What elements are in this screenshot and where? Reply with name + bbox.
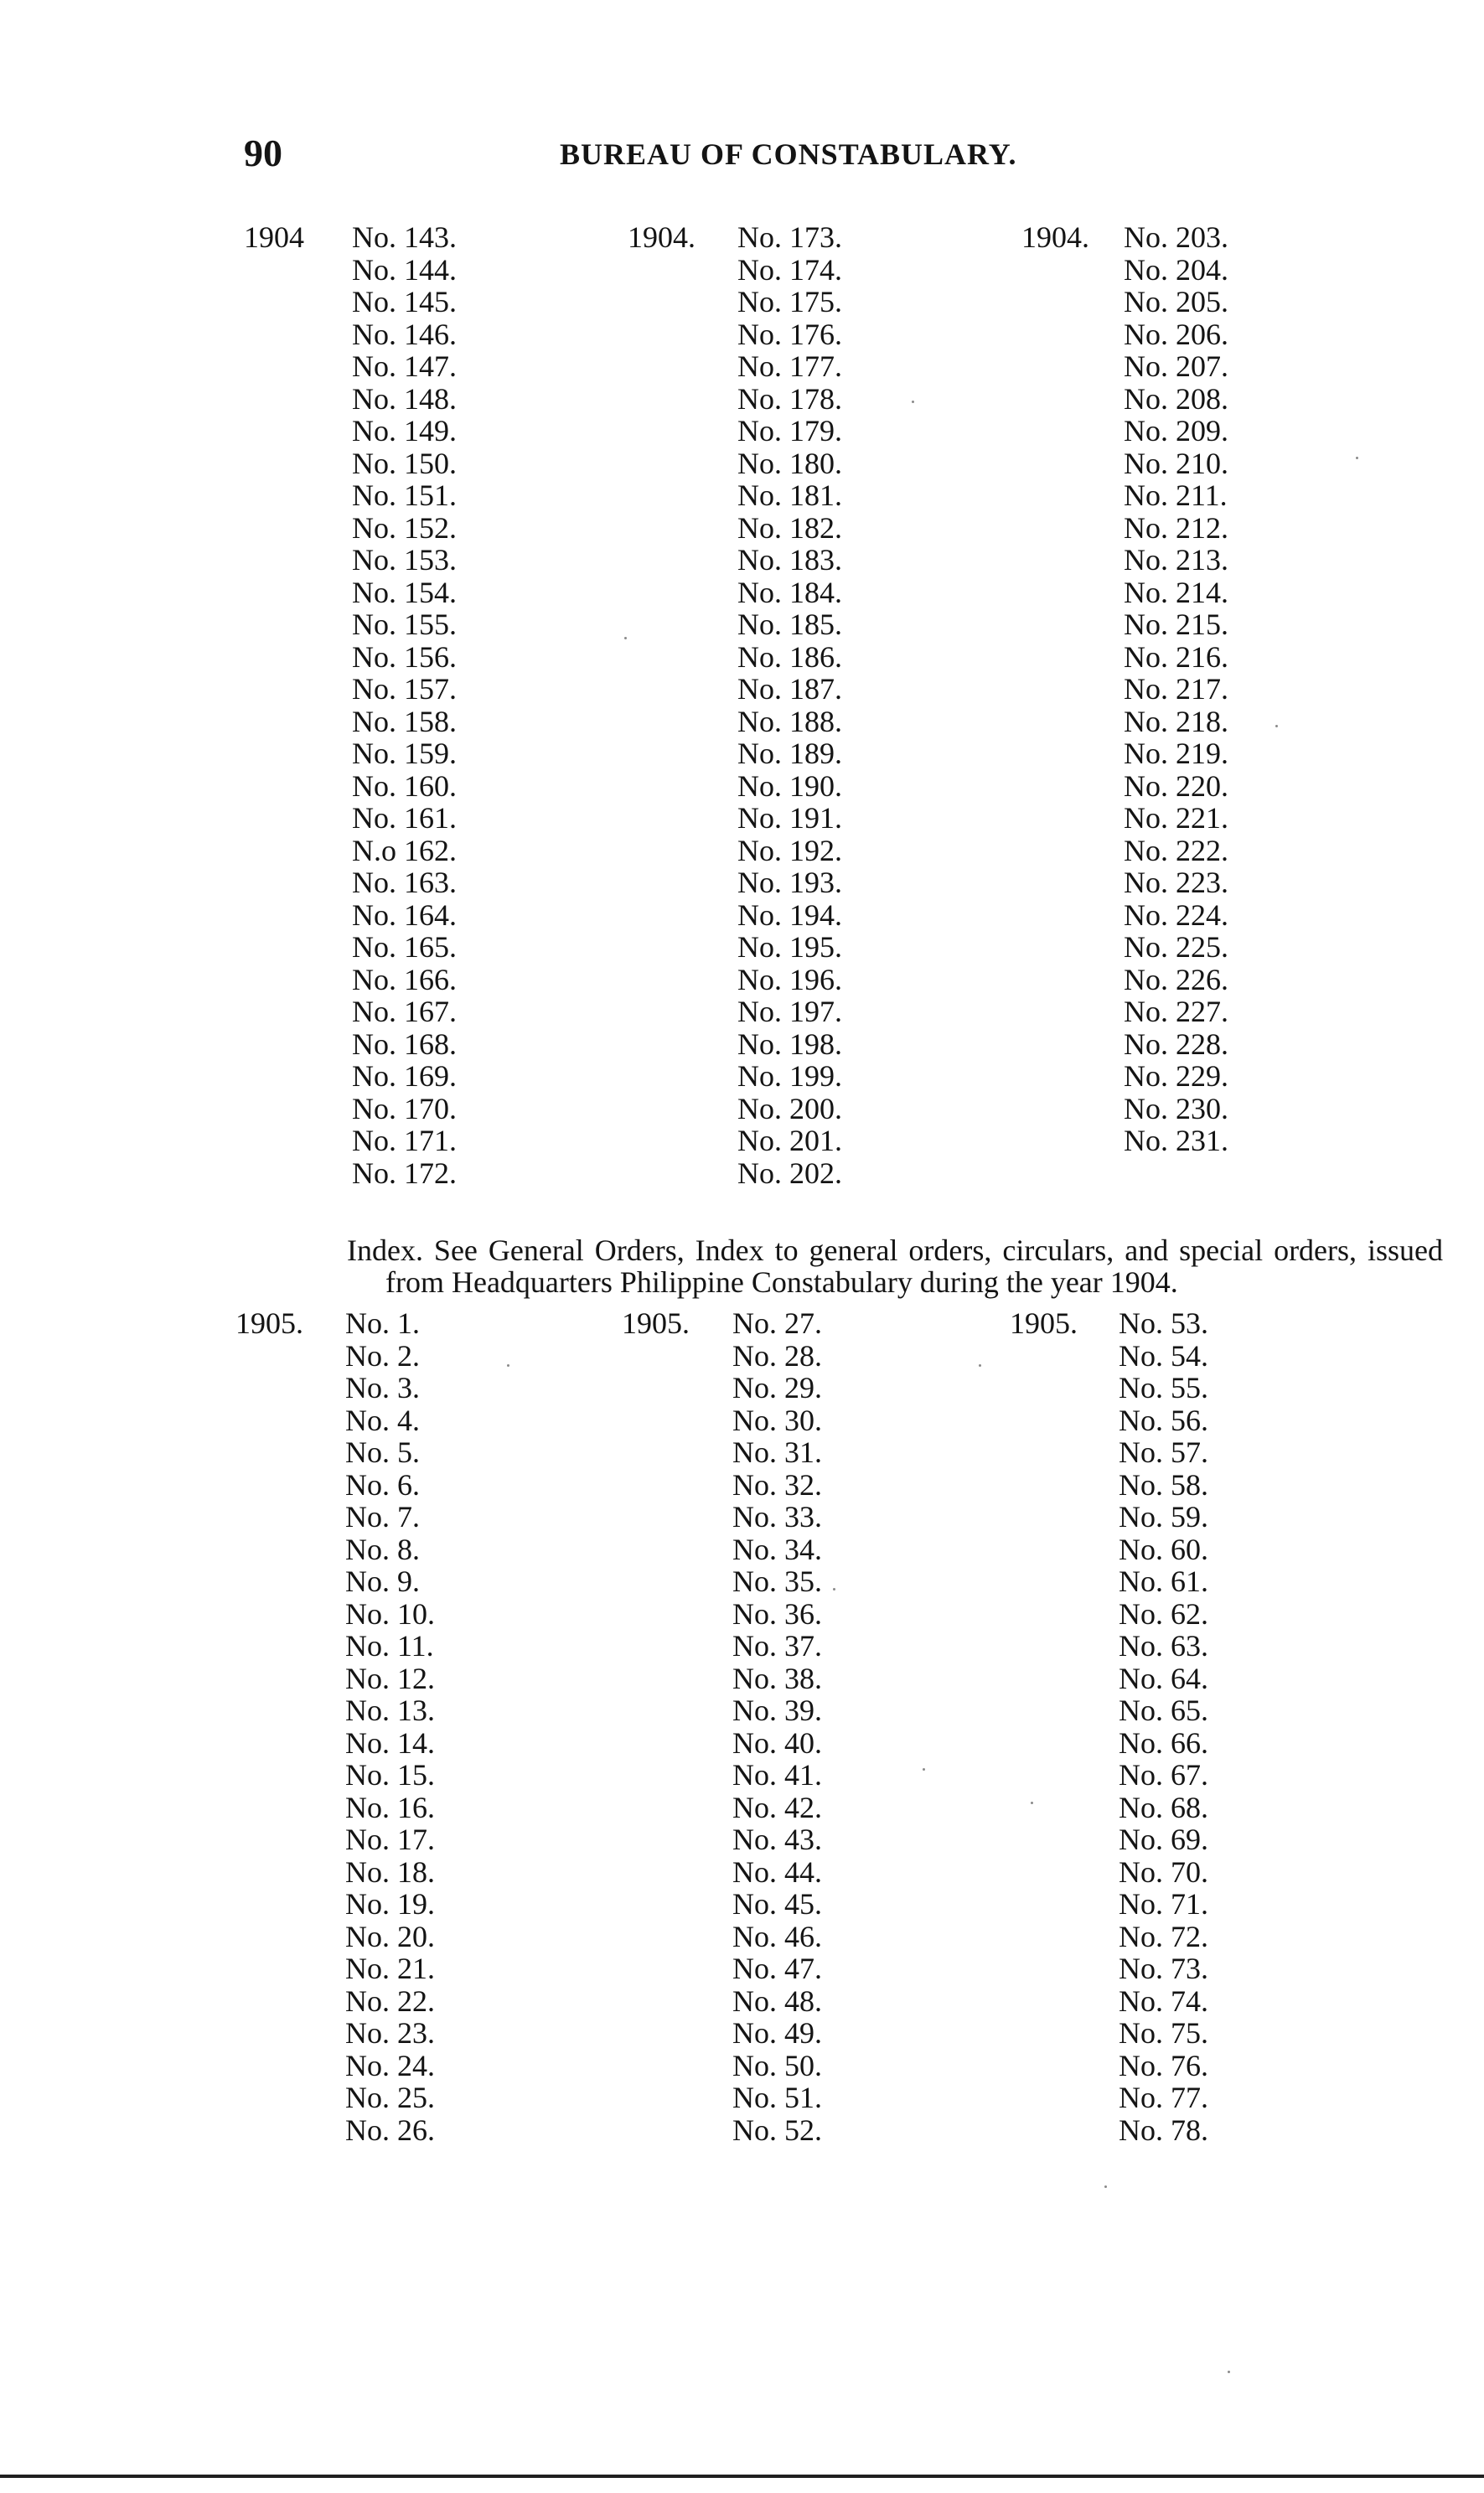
order-number: No. 28. — [732, 1338, 822, 1373]
order-number: No. 214. — [1124, 575, 1228, 609]
order-number: No. 27. — [732, 1306, 822, 1340]
order-number: No. 190. — [737, 768, 842, 803]
order-number: No. 171. — [352, 1124, 457, 1157]
order-number: No. 211. — [1124, 478, 1228, 512]
order-number: No. 216. — [1124, 639, 1228, 674]
order-number: No. 26. — [345, 2113, 435, 2147]
order-number: No. 196. — [737, 962, 842, 996]
order-list — [352, 221, 457, 1189]
order-number: No. 184. — [737, 575, 842, 609]
order-number: No. 12. — [345, 1661, 435, 1695]
year-label: 1905. — [1010, 1306, 1078, 1340]
order-number: No. 186. — [737, 639, 842, 674]
order-number: No. 168. — [352, 1027, 457, 1061]
order-number: No. 37. — [732, 1629, 822, 1663]
year-label: 1905. — [622, 1306, 690, 1340]
order-number: No. 207. — [1124, 349, 1228, 383]
order-number: No. 224. — [1124, 897, 1228, 932]
index-note: Index. See General Orders, Index to general orders, circulars, and special orders, issued from Headquarters Philippine Constabulary during the year 1904. — [347, 1234, 1443, 1299]
order-number: No. 76. — [1119, 2048, 1208, 2082]
order-number: No. 198. — [737, 1027, 842, 1061]
order-number: No. 222. — [1124, 833, 1228, 867]
order-number: No. 4. — [345, 1403, 420, 1437]
order-number: No. 54. — [1119, 1338, 1208, 1373]
order-number: No. 150. — [352, 446, 457, 480]
order-number: No. 61. — [1119, 1565, 1208, 1598]
order-number: No. 202. — [737, 1156, 842, 1190]
order-number: No. 63. — [1119, 1629, 1208, 1663]
order-number: No. 41. — [732, 1758, 822, 1792]
order-number: No. 178. — [737, 381, 842, 416]
order-number: No. 55. — [1119, 1371, 1208, 1404]
order-number: No. 179. — [737, 414, 842, 447]
order-number: No. 66. — [1119, 1725, 1208, 1760]
order-number: No. 156. — [352, 639, 457, 674]
order-number: No. 218. — [1124, 704, 1228, 738]
order-number: No. 17. — [345, 1823, 435, 1856]
year-label: 1904. — [628, 220, 695, 254]
order-number: No. 159. — [352, 737, 457, 770]
order-number: No. 189. — [737, 737, 842, 770]
order-number: No. 231. — [1124, 1124, 1228, 1157]
order-number: No. 146. — [352, 317, 457, 351]
order-number: No. 39. — [732, 1694, 822, 1727]
year-label: 1904. — [1021, 220, 1089, 254]
order-number: No. 185. — [737, 608, 842, 641]
order-number: No. 10. — [345, 1596, 435, 1631]
order-number: No. 6. — [345, 1467, 420, 1502]
order-number: No. 226. — [1124, 962, 1228, 996]
order-number: No. 29. — [732, 1371, 822, 1404]
order-number: No. 180. — [737, 446, 842, 480]
order-number: No. 220. — [1124, 768, 1228, 803]
order-number: No. 42. — [732, 1790, 822, 1824]
order-number: N.o 162. — [352, 833, 457, 867]
order-number: No. 3. — [345, 1371, 420, 1404]
order-number: No. 204. — [1124, 252, 1228, 287]
order-number: No. 199. — [737, 1059, 842, 1093]
order-number: No. 7. — [345, 1500, 420, 1534]
order-number: No. 46. — [732, 1919, 822, 1953]
bottom-rule — [0, 2475, 1484, 2478]
order-number: No. 201. — [737, 1124, 842, 1157]
order-number: No. 49. — [732, 2016, 822, 2050]
order-number: No. 69. — [1119, 1823, 1208, 1856]
order-number: No. 173. — [737, 220, 842, 254]
order-number: No. 43. — [732, 1823, 822, 1856]
order-number: No. 68. — [1119, 1790, 1208, 1824]
order-number: No. 208. — [1124, 381, 1228, 416]
order-number: No. 194. — [737, 897, 842, 932]
order-number: No. 34. — [732, 1532, 822, 1566]
page-number: 90 — [244, 132, 282, 174]
order-list — [1119, 1307, 1208, 2146]
order-number: No. 20. — [345, 1919, 435, 1953]
order-number: No. 160. — [352, 768, 457, 803]
order-number: No. 163. — [352, 866, 457, 899]
order-number: No. 40. — [732, 1725, 822, 1760]
order-number: No. 62. — [1119, 1596, 1208, 1631]
order-number: No. 165. — [352, 930, 457, 964]
order-number: No. 48. — [732, 1984, 822, 2018]
order-number: No. 78. — [1119, 2113, 1208, 2147]
order-number: No. 174. — [737, 252, 842, 287]
order-number: No. 59. — [1119, 1500, 1208, 1534]
order-number: No. 153. — [352, 543, 457, 577]
order-number: No. 197. — [737, 995, 842, 1028]
order-number: No. 67. — [1119, 1758, 1208, 1792]
order-number: No. 51. — [732, 2081, 822, 2114]
order-number: No. 193. — [737, 866, 842, 899]
running-head: BUREAU OF CONSTABULARY. — [560, 137, 1017, 171]
order-number: No. 25. — [345, 2081, 435, 2114]
order-number: No. 11. — [345, 1629, 434, 1663]
order-number: No. 143. — [352, 220, 457, 254]
order-number: No. 18. — [345, 1854, 435, 1889]
order-list — [737, 221, 842, 1189]
scan-speck — [1031, 1802, 1033, 1804]
order-number: No. 9. — [345, 1565, 420, 1598]
order-number: No. 65. — [1119, 1694, 1208, 1727]
scan-speck — [833, 1588, 835, 1590]
order-number: No. 13. — [345, 1694, 435, 1727]
order-number: No. 75. — [1119, 2016, 1208, 2050]
order-number: No. 19. — [345, 1887, 435, 1921]
order-number: No. 1. — [345, 1306, 420, 1340]
order-number: No. 44. — [732, 1854, 822, 1889]
order-number: No. 15. — [345, 1758, 435, 1792]
order-number: No. 206. — [1124, 317, 1228, 351]
order-number: No. 209. — [1124, 414, 1228, 447]
order-number: No. 215. — [1124, 608, 1228, 641]
order-list — [345, 1307, 435, 2146]
order-number: No. 182. — [737, 510, 842, 545]
order-number: No. 52. — [732, 2113, 822, 2147]
order-number: No. 47. — [732, 1952, 822, 1985]
order-number: No. 219. — [1124, 737, 1228, 770]
order-number: No. 21. — [345, 1952, 435, 1985]
order-list — [1124, 221, 1228, 1157]
order-list — [732, 1307, 822, 2146]
order-number: No. 161. — [352, 801, 457, 835]
order-number: No. 213. — [1124, 543, 1228, 577]
scan-speck — [1356, 457, 1358, 459]
order-number: No. 149. — [352, 414, 457, 447]
order-number: No. 157. — [352, 672, 457, 706]
order-number: No. 195. — [737, 930, 842, 964]
order-number: No. 45. — [732, 1887, 822, 1921]
order-number: No. 32. — [732, 1467, 822, 1502]
order-number: No. 71. — [1119, 1887, 1208, 1921]
order-number: No. 192. — [737, 833, 842, 867]
order-number: No. 73. — [1119, 1952, 1208, 1985]
order-number: No. 145. — [352, 285, 457, 318]
scan-speck — [1275, 725, 1278, 727]
order-number: No. 14. — [345, 1725, 435, 1760]
order-number: No. 169. — [352, 1059, 457, 1093]
order-number: No. 58. — [1119, 1467, 1208, 1502]
order-number: No. 16. — [345, 1790, 435, 1824]
scan-speck — [1104, 2185, 1107, 2188]
order-number: No. 164. — [352, 897, 457, 932]
order-number: No. 203. — [1124, 220, 1228, 254]
order-number: No. 35. — [732, 1565, 822, 1598]
order-number: No. 212. — [1124, 510, 1228, 545]
order-number: No. 205. — [1124, 285, 1228, 318]
order-number: No. 221. — [1124, 801, 1228, 835]
order-number: No. 72. — [1119, 1919, 1208, 1953]
order-number: No. 183. — [737, 543, 842, 577]
order-number: No. 200. — [737, 1091, 842, 1125]
order-number: No. 30. — [732, 1403, 822, 1437]
order-number: No. 8. — [345, 1532, 420, 1566]
order-number: No. 154. — [352, 575, 457, 609]
order-number: No. 144. — [352, 252, 457, 287]
order-number: No. 23. — [345, 2016, 435, 2050]
order-number: No. 217. — [1124, 672, 1228, 706]
order-number: No. 2. — [345, 1338, 420, 1373]
order-number: No. 170. — [352, 1091, 457, 1125]
order-number: No. 70. — [1119, 1854, 1208, 1889]
order-number: No. 36. — [732, 1596, 822, 1631]
order-number: No. 167. — [352, 995, 457, 1028]
order-number: No. 5. — [345, 1435, 420, 1469]
order-number: No. 50. — [732, 2048, 822, 2082]
order-number: No. 64. — [1119, 1661, 1208, 1695]
order-number: No. 191. — [737, 801, 842, 835]
scan-speck — [912, 401, 914, 403]
order-number: No. 166. — [352, 962, 457, 996]
order-number: No. 230. — [1124, 1091, 1228, 1125]
order-number: No. 148. — [352, 381, 457, 416]
scan-speck — [624, 637, 627, 639]
order-number: No. 31. — [732, 1435, 822, 1469]
scan-speck — [923, 1768, 925, 1771]
order-number: No. 147. — [352, 349, 457, 383]
order-number: No. 158. — [352, 704, 457, 738]
scan-speck — [1228, 2371, 1230, 2373]
order-number: No. 187. — [737, 672, 842, 706]
order-number: No. 225. — [1124, 930, 1228, 964]
order-number: No. 177. — [737, 349, 842, 383]
order-number: No. 74. — [1119, 1984, 1208, 2018]
year-label: 1904 — [244, 220, 304, 254]
order-number: No. 176. — [737, 317, 842, 351]
order-number: No. 175. — [737, 285, 842, 318]
order-number: No. 33. — [732, 1500, 822, 1534]
order-number: No. 228. — [1124, 1027, 1228, 1061]
order-number: No. 210. — [1124, 446, 1228, 480]
order-number: No. 229. — [1124, 1059, 1228, 1093]
order-number: No. 181. — [737, 478, 842, 512]
scan-speck — [507, 1364, 509, 1367]
order-number: No. 53. — [1119, 1306, 1208, 1340]
order-number: No. 188. — [737, 704, 842, 738]
order-number: No. 56. — [1119, 1403, 1208, 1437]
order-number: No. 172. — [352, 1156, 457, 1190]
order-number: No. 22. — [345, 1984, 435, 2018]
order-number: No. 155. — [352, 608, 457, 641]
scan-speck — [979, 1364, 981, 1367]
order-number: No. 38. — [732, 1661, 822, 1695]
order-number: No. 223. — [1124, 866, 1228, 899]
order-number: No. 151. — [352, 478, 457, 512]
year-label: 1905. — [235, 1306, 303, 1340]
order-number: No. 77. — [1119, 2081, 1208, 2114]
order-number: No. 227. — [1124, 995, 1228, 1028]
order-number: No. 57. — [1119, 1435, 1208, 1469]
order-number: No. 24. — [345, 2048, 435, 2082]
order-number: No. 60. — [1119, 1532, 1208, 1566]
order-number: No. 152. — [352, 510, 457, 545]
